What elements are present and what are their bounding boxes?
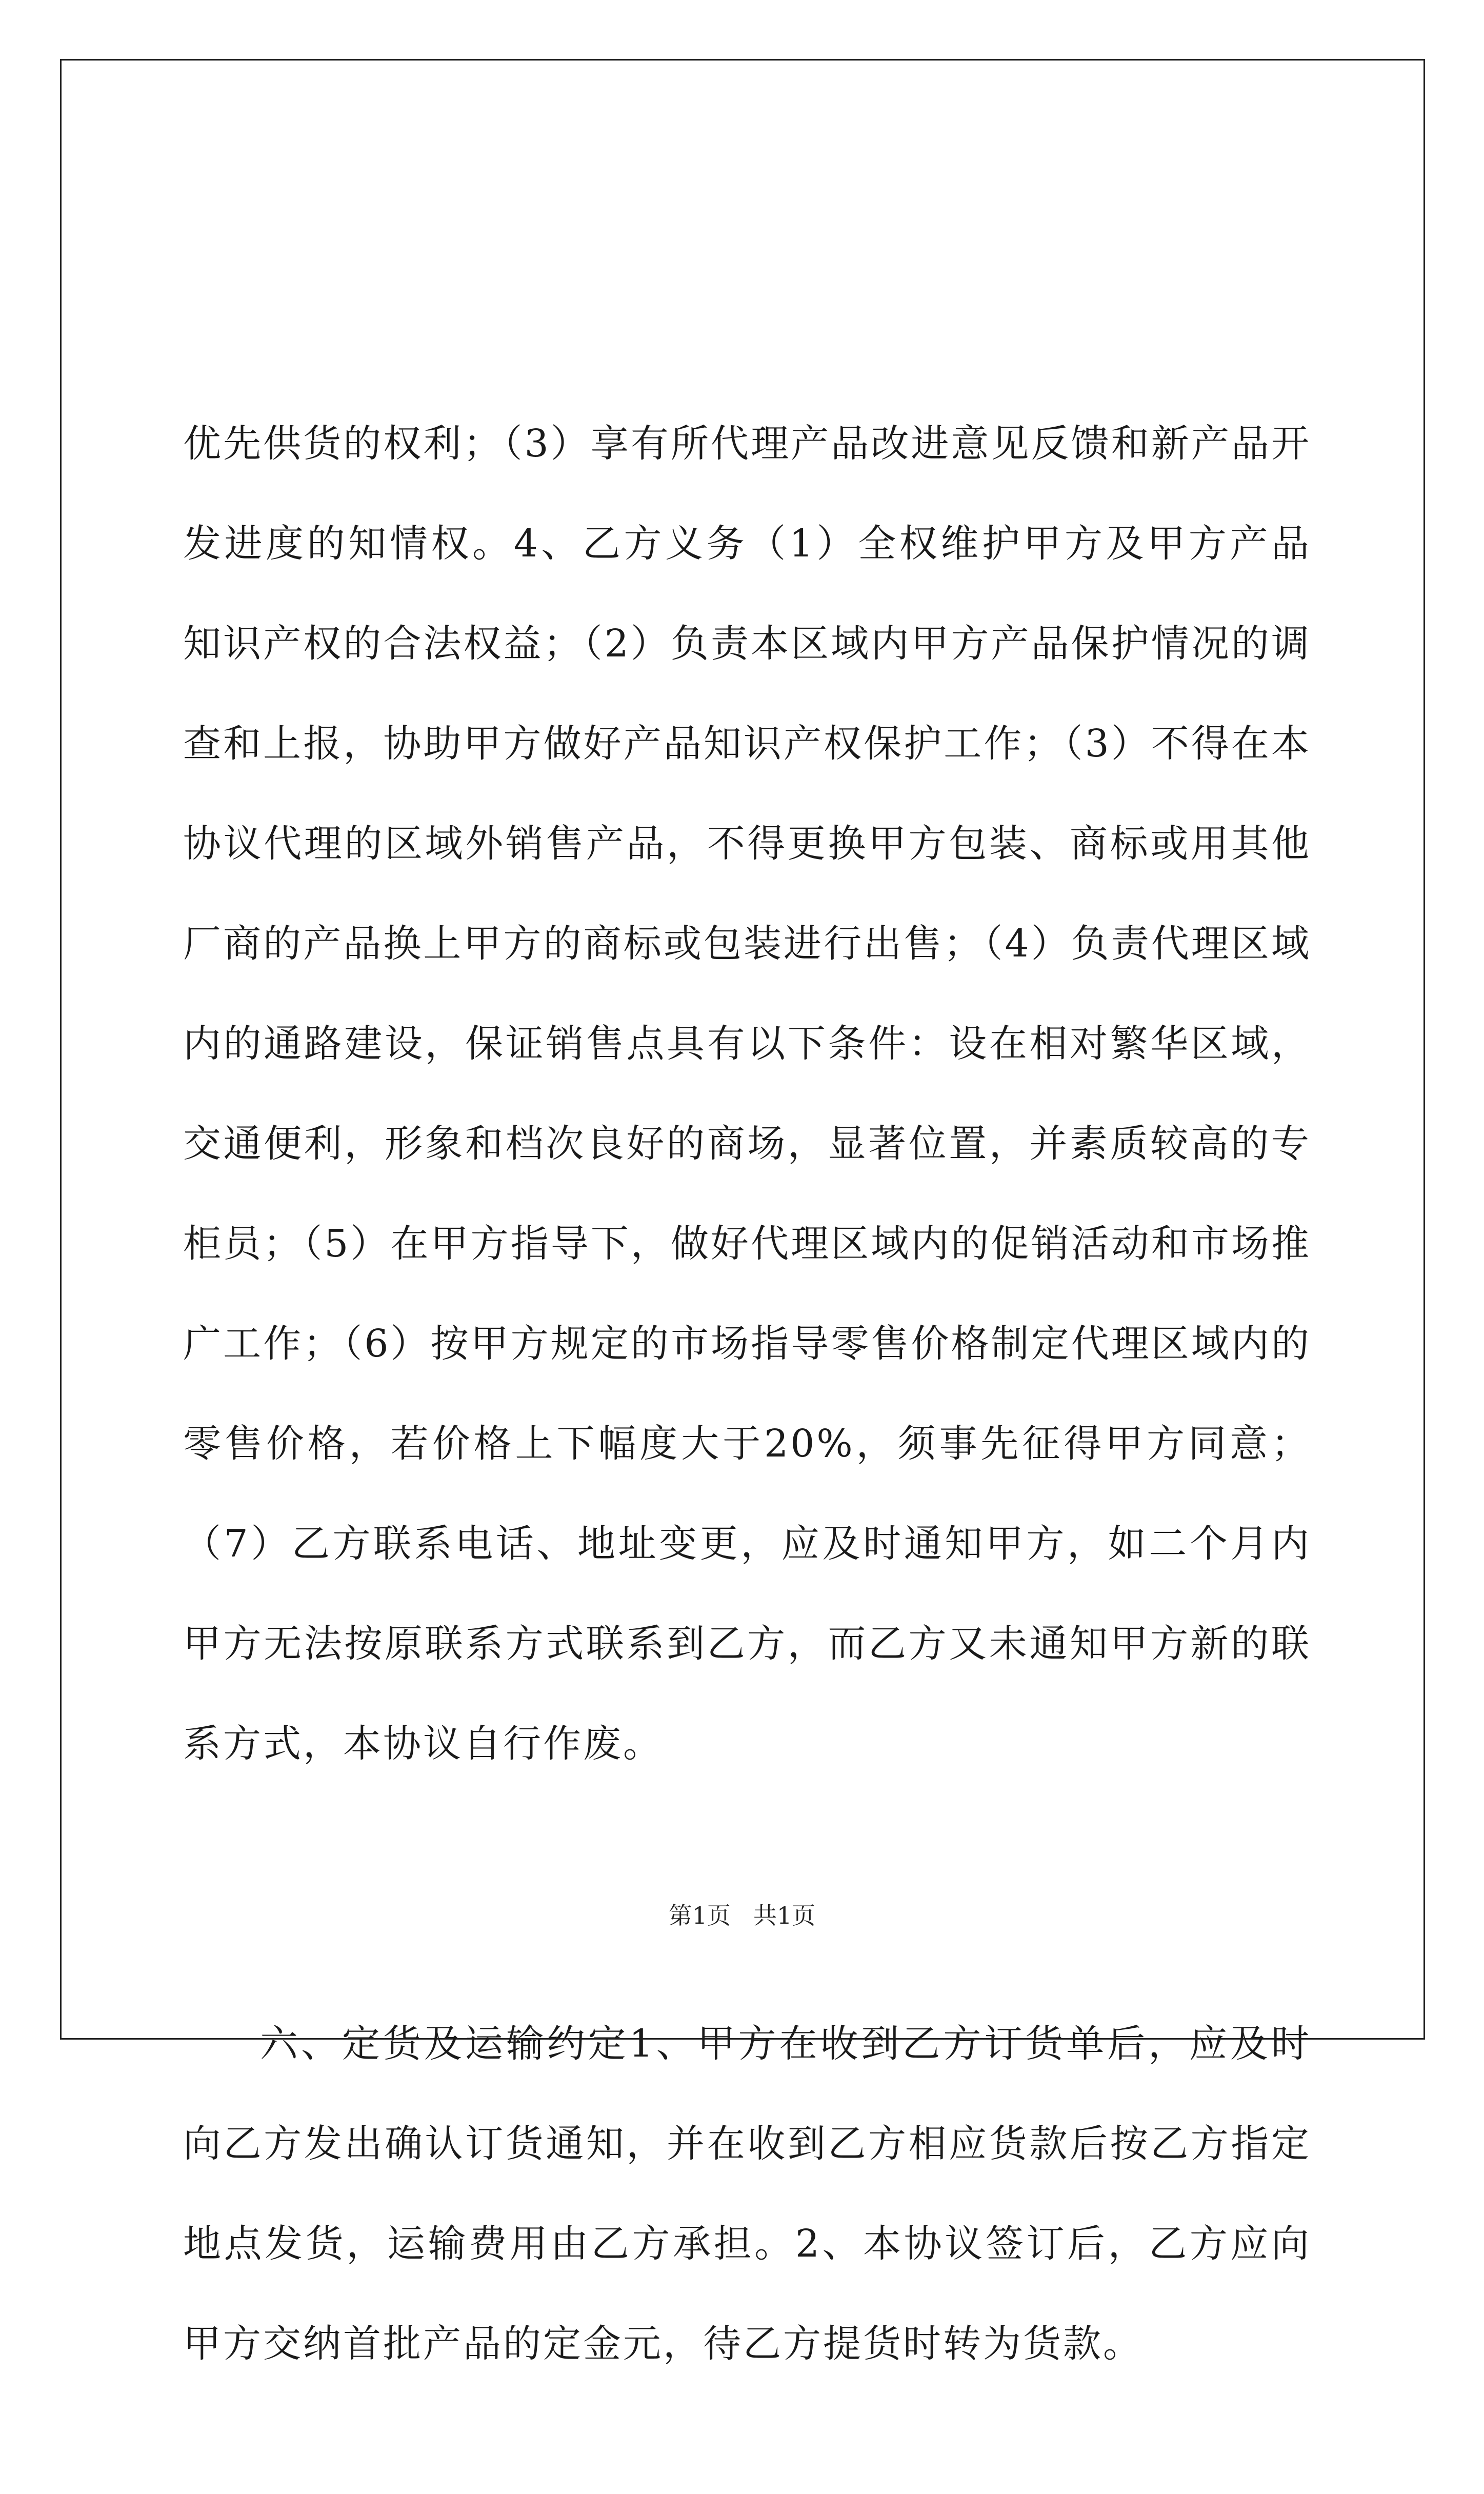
page-footer xyxy=(0,1900,1484,1931)
paragraph-1: 优先供货的权利；（3）享有所代理产品改进意见反馈和新产品开发进度的知情权。4、乙方义务（1）全权维护甲方及甲方产品知识产权的合法权益；（2）负责本区域内甲方产品保护情况的调查和上报，协助甲方做好产品知识产权保护工作；（3）不得在本协议代理的区域外销售产品，不得更换甲方包装、商标或用其他厂商的产品换上甲方的商标或包装进行出售；（4）负责代理区域内的通路建设，保证销售点具有以下条件：设在相对繁华区域，交通便利，形象和档次良好的商场，显著位置，并素质较高的专柜员；（5）在甲方指导下，做好代理区域内的促销活动和市场推广工作；（6）按甲方规定的市场指导零售价格制定代理区域内的零售价格，若价格上下幅度大于20%，须事先征得甲方同意；（7）乙方联系电话、地址变更，应及时通知甲方，如二个月内甲方无法按原联系方式联系到乙方，而乙方又未通知甲方新的联系方式，本协议自行作废。 xyxy=(183,422,1311,1766)
page-number: 第1页 xyxy=(668,1902,731,1929)
document-body xyxy=(183,194,1311,2494)
page-total: 共1页 xyxy=(753,1902,816,1929)
paragraph-2: 六、定货及运输约定1、甲方在收到乙方订货单后，应及时向乙方发出确认订货通知，并在收到乙方相应货款后按乙方指定地点发货，运输费用由乙方承担。2、本协议签订后，乙方应向甲方交纳首批产品的定金元，待乙方提货时转为货款。 xyxy=(183,2022,1311,2366)
